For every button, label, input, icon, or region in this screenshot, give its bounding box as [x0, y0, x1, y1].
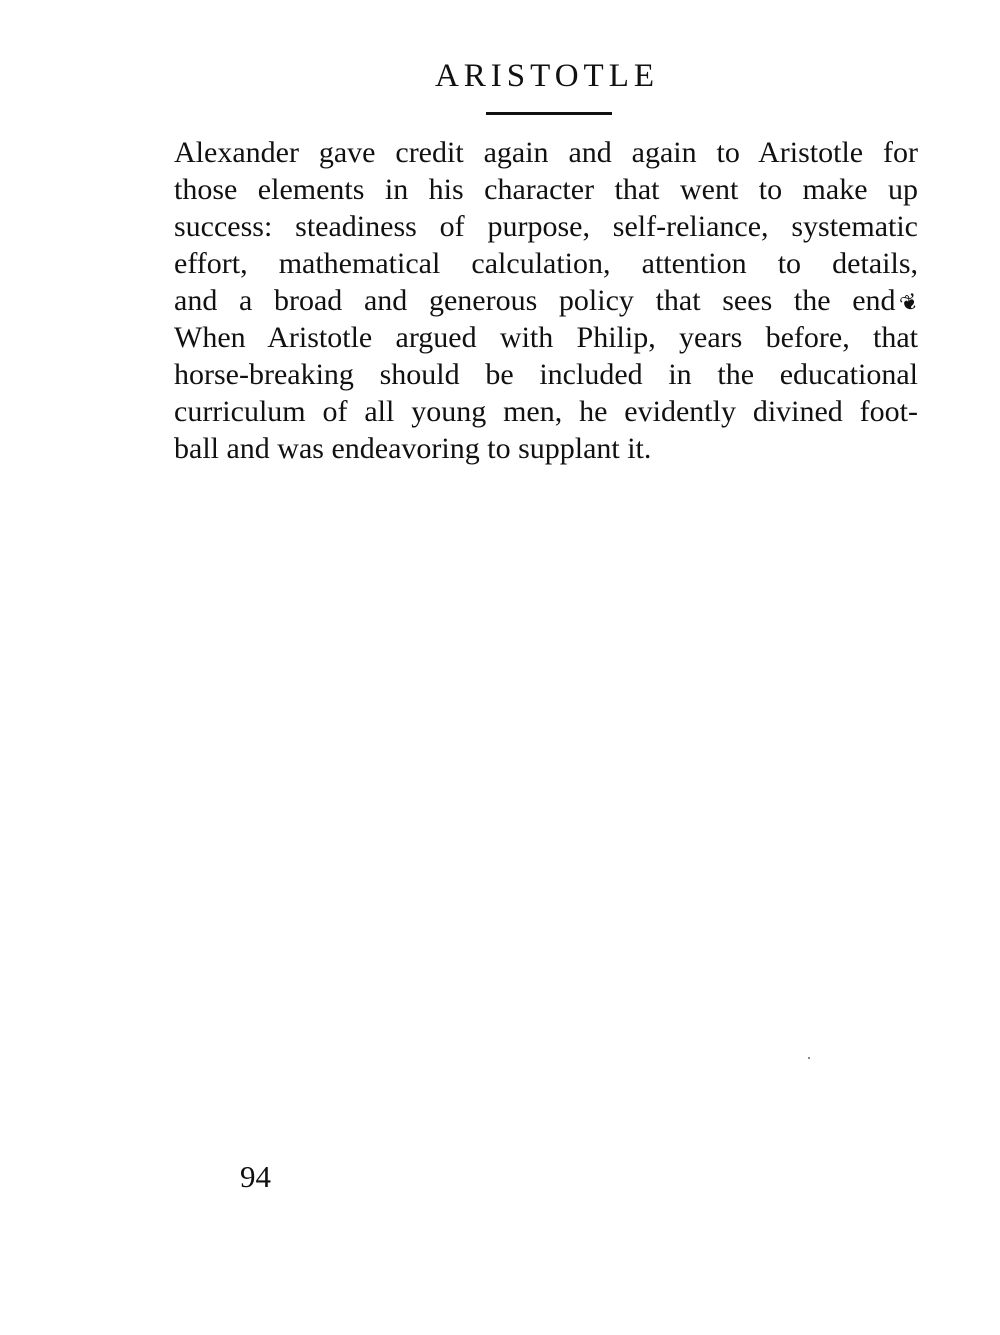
- text-line-4: effort, mathematical calculation, attention to details,: [174, 247, 918, 280]
- header-rule: [486, 112, 612, 115]
- text-line-9: ball and was endeavoring to supplant it.: [174, 432, 652, 465]
- text-line-7: horse-breaking should be included in the educational: [174, 358, 918, 391]
- leaf-ornament-icon: ❦: [895, 287, 922, 318]
- running-head: ARISTOTLE: [434, 58, 660, 94]
- text-line-8: curriculum of all young men, he evidently divined foot-: [174, 395, 918, 428]
- text-line-3: success: steadiness of purpose, self-reliance, systematic: [174, 210, 918, 243]
- text-line-5: [174, 282, 922, 319]
- text-line-6: When Aristotle argued with Philip, years before, that: [174, 321, 918, 354]
- body-paragraph: [174, 134, 922, 467]
- text-line-1: Alexander gave credit again and again to Aristotle for: [174, 136, 918, 169]
- print-speck: [808, 1057, 810, 1059]
- page-number: 94: [240, 1159, 271, 1194]
- text-line-2: those elements in his character that went to make up: [174, 173, 918, 206]
- text-line-5-text: and a broad and generous policy that sees the end: [174, 284, 896, 317]
